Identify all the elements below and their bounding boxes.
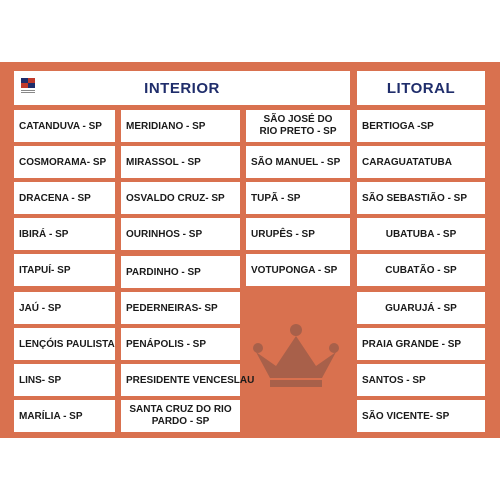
city-cell: SÃO JOSÉ DO RIO PRETO - SP [246, 110, 350, 142]
city-cell: SÃO VICENTE- SP [357, 400, 485, 432]
city-cell: IBIRÁ - SP [14, 218, 115, 250]
city-cell: UBATUBA - SP [357, 218, 485, 250]
city-cell: SANTA CRUZ DO RIO PARDO - SP [121, 400, 240, 432]
city-cell: LINS- SP [14, 364, 115, 396]
city-cell: PRESIDENTE VENCESLAU [121, 364, 240, 396]
flag-logo-icon [21, 78, 35, 94]
interior-header-label: INTERIOR [144, 79, 220, 97]
city-cell: LENÇÓIS PAULISTA [14, 328, 115, 360]
city-cell: CARAGUATATUBA [357, 146, 485, 178]
city-cell: VOTUPONGA - SP [246, 254, 350, 286]
city-cell: OURINHOS - SP [121, 218, 240, 250]
city-cell: CUBATÃO - SP [357, 254, 485, 286]
city-cell: GUARUJÁ - SP [357, 292, 485, 324]
interior-header [14, 71, 350, 105]
litoral-header [357, 71, 485, 105]
city-cell: JAÚ - SP [14, 292, 115, 324]
city-cell: MIRASSOL - SP [121, 146, 240, 178]
city-cell: OSVALDO CRUZ- SP [121, 182, 240, 214]
city-cell: SANTOS - SP [357, 364, 485, 396]
city-cell: DRACENA - SP [14, 182, 115, 214]
city-cell: BERTIOGA -SP [357, 110, 485, 142]
litoral-header-label: LITORAL [386, 79, 456, 97]
city-cell: PRAIA GRANDE - SP [357, 328, 485, 360]
city-cell: URUPÊS - SP [246, 218, 350, 250]
city-cell: PARDINHO - SP [121, 256, 240, 288]
city-cell: COSMORAMA- SP [14, 146, 115, 178]
city-cell: SÃO SEBASTIÃO - SP [357, 182, 485, 214]
city-cell: SÃO MANUEL - SP [246, 146, 350, 178]
city-cell: MERIDIANO - SP [121, 110, 240, 142]
city-cell: TUPÃ - SP [246, 182, 350, 214]
city-cell: CATANDUVA - SP [14, 110, 115, 142]
city-cell: ITAPUÍ- SP [14, 254, 115, 286]
city-cell: MARÍLIA - SP [14, 400, 115, 432]
city-cell: PEDERNEIRAS- SP [121, 292, 240, 324]
crown-icon [250, 322, 342, 390]
city-cell: PENÁPOLIS - SP [121, 328, 240, 360]
